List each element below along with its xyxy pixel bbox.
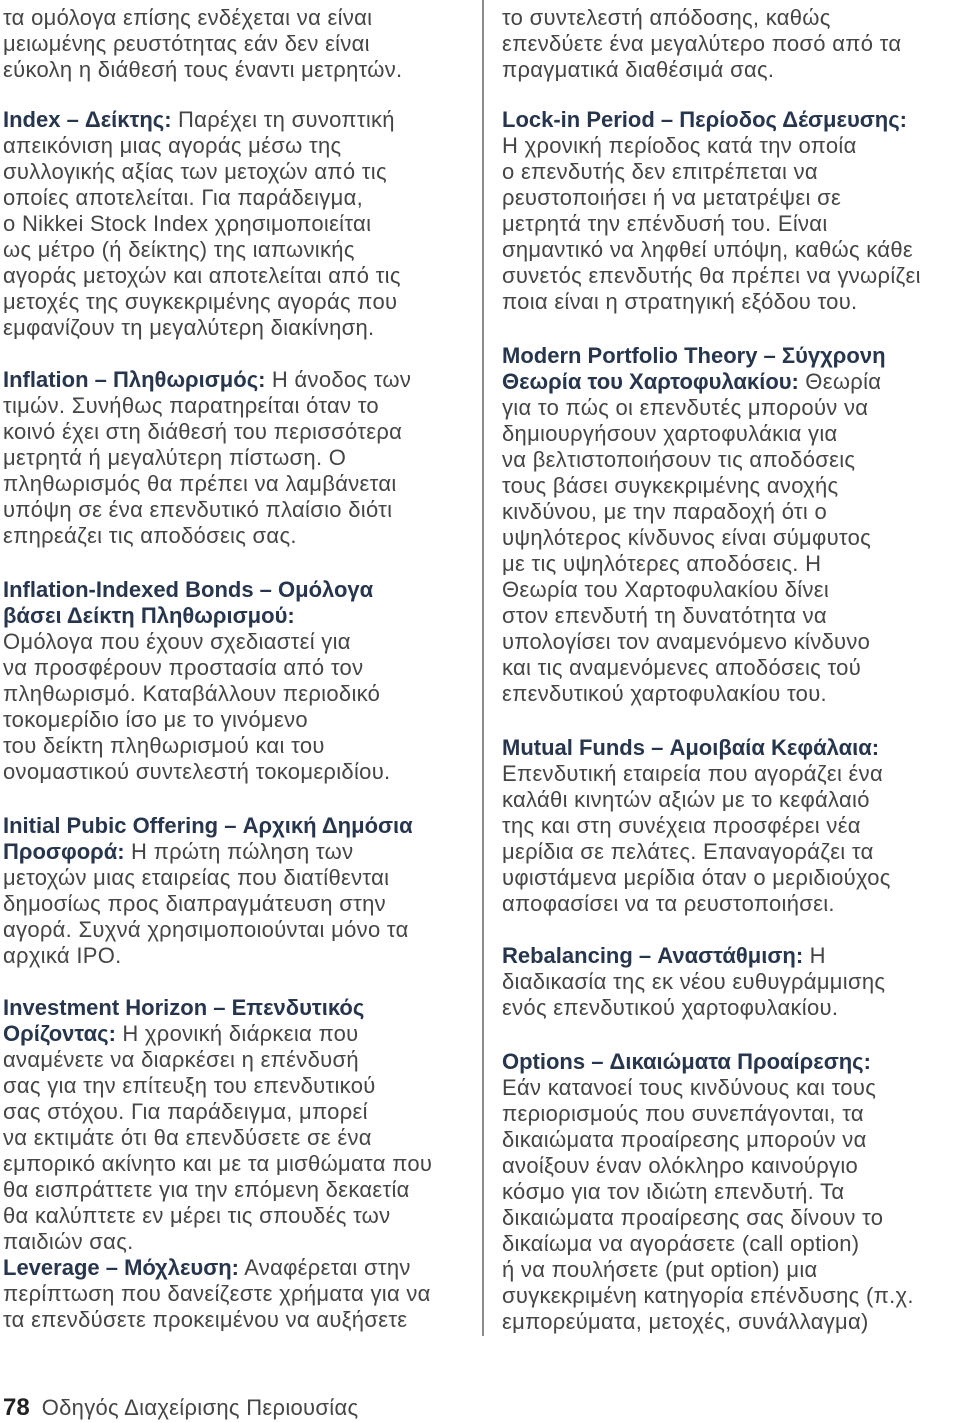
text-line — [502, 369, 954, 395]
text-line — [3, 813, 475, 839]
page-number: 78 — [3, 1394, 30, 1421]
entry-options — [502, 1049, 954, 1335]
text-line: ή να πουλήσετε (put option) μια — [502, 1257, 818, 1282]
text-line: υπόψη σε ένα επενδυτικό πλαίσιο διότι — [3, 497, 393, 522]
definition-text: Θεωρία — [798, 369, 882, 394]
entry-continuation — [3, 5, 475, 83]
text-line: επενδυτικού χαρτοφυλακίου του. — [502, 681, 827, 706]
text-line: μειωμένης ρευστότητας εάν δεν είναι — [3, 31, 370, 56]
text-line: στον επενδυτή τη δυνατότητα να — [502, 603, 827, 628]
definition-text: Η χρονική διάρκεια που — [115, 1021, 359, 1046]
text-line: μετοχών μιας εταιρείας που διατίθενται — [3, 865, 390, 890]
text-line: θα καλύπτετε εν μέρει τις σπουδές των — [3, 1203, 391, 1228]
text-line — [3, 839, 475, 865]
term-heading: Leverage – Μόχλευση: — [3, 1255, 240, 1280]
text-line: παιδιών σας. — [3, 1229, 134, 1254]
text-line: δικαιώματα προαίρεσης σας δίνουν το — [502, 1205, 884, 1230]
publication-title: Οδηγός Διαχείρισης Περιουσίας — [41, 1395, 359, 1420]
text-line — [502, 735, 954, 761]
entry-rebalancing — [502, 943, 954, 1021]
text-line: κόσμο για τον ιδιώτη επενδυτή. Τα — [502, 1179, 845, 1204]
term-heading: Προσφορά: — [3, 839, 125, 864]
text-line: υψηλότερος κίνδυνος είναι σύμφυτος — [502, 525, 872, 550]
text-line: μερίδια σε πελάτες. Επαναγοράζει τα — [502, 839, 874, 864]
left-column — [3, 5, 475, 1333]
text-line — [502, 107, 954, 133]
text-line: σημαντικό να ληφθεί υπόψη, καθώς κάθε — [502, 237, 913, 262]
text-line: μετοχές της συγκεκριμένης αγοράς που — [3, 289, 398, 314]
text-line — [502, 1049, 954, 1075]
text-line: Εάν κατανοεί τους κινδύνους και τους — [502, 1075, 877, 1100]
text-line — [502, 343, 954, 369]
text-line: εμπορεύματα, μετοχές, συνάλλαγμα) — [502, 1309, 869, 1334]
text-line: να βελτιστοποιήσουν τις αποδόσεις — [502, 447, 856, 472]
definition-text: Παρέχει τη συνοπτική — [171, 107, 395, 132]
entry-inflation — [3, 367, 475, 549]
text-line: οποίες αποτελείται. Για παράδειγμα, — [3, 185, 364, 210]
entry-mutual-funds — [502, 735, 954, 917]
text-line: του δείκτη πληθωρισμού και του — [3, 733, 325, 758]
text-line: πραγματικά διαθέσιμά σας. — [502, 57, 775, 82]
column-divider — [482, 0, 484, 1336]
definition-text: Η άνοδος των — [265, 367, 412, 392]
text-line: πληθωρισμό. Καταβάλλουν περιοδικό — [3, 681, 381, 706]
text-line: αποφασίσει να τα ρευστοποιήσει. — [502, 891, 835, 916]
term-heading: Θεωρία του Χαρτοφυλακίου: — [502, 369, 799, 394]
text-line: αγορά. Συχνά χρησιμοποιούνται μόνο τα — [3, 917, 409, 942]
text-line: εύκολη η διάθεσή τους έναντι μετρητών. — [3, 57, 403, 82]
text-line: δημοσίως προς διαπραγμάτευση στην — [3, 891, 386, 916]
text-line: εμπορικό ακίνητο και με τα μισθώματα που — [3, 1151, 433, 1176]
text-line: τα ομόλογα επίσης ενδέχεται να είναι — [3, 5, 373, 30]
text-line: κινδύνου, με την παραδοχή ότι ο — [502, 499, 828, 524]
text-line: ενός επενδυτικού χαρτοφυλακίου. — [502, 995, 839, 1020]
text-line — [3, 603, 475, 629]
term-heading: Rebalancing – Αναστάθμιση: — [502, 943, 804, 968]
text-line: επενδύετε ένα μεγαλύτερο ποσό από τα — [502, 31, 902, 56]
text-line: ανοίξουν έναν ολόκληρο καινούργιο — [502, 1153, 859, 1178]
term-heading: Initial Pubic Offering – Αρχική Δημόσια — [3, 813, 413, 838]
text-line: τα επενδύσετε προκειμένου να αυξήσετε — [3, 1307, 408, 1332]
text-line: συνετός επενδυτής θα πρέπει να γνωρίζει — [502, 263, 921, 288]
term-heading: Inflation – Πληθωρισμός: — [3, 367, 266, 392]
text-line: επηρεάζει τις αποδόσεις σας. — [3, 523, 297, 548]
text-line: για το πώς οι επενδυτές μπορούν να — [502, 395, 869, 420]
text-line: τιμών. Συνήθως παρατηρείται όταν το — [3, 393, 379, 418]
right-column — [502, 5, 954, 1335]
text-line — [3, 107, 475, 133]
text-line — [3, 1255, 475, 1281]
text-line: τοκομερίδιο ίσο με το γινόμενο — [3, 707, 308, 732]
entry-continuation-leverage — [502, 5, 954, 83]
text-line: σας στόχου. Για παράδειγμα, μπορεί — [3, 1099, 368, 1124]
term-heading: Index – Δείκτης: — [3, 107, 172, 132]
text-line: συλλογικής αξίας των μετοχών από τις — [3, 159, 387, 184]
term-heading: Mutual Funds – Αμοιβαία Κεφάλαια: — [502, 735, 880, 760]
text-line: διαδικασία της εκ νέου ευθυγράμμισης — [502, 969, 886, 994]
text-line: αναμένετε να διαρκέσει η επένδυσή — [3, 1047, 359, 1072]
text-line: ρευστοποιήσει ή να μετατρέψει σε — [502, 185, 842, 210]
text-line: ο επενδυτής δεν επιτρέπεται να — [502, 159, 818, 184]
entry-index — [3, 107, 475, 341]
text-line: Η χρονική περίοδος κατά την οποία — [502, 133, 857, 158]
text-line: ονομαστικού συντελεστή τοκομεριδίου. — [3, 759, 391, 784]
text-line: καλάθι κινητών αξιών με το κεφάλαιό — [502, 787, 870, 812]
text-line: δημιουργήσουν χαρτοφυλάκια για — [502, 421, 838, 446]
page-footer — [3, 1394, 358, 1422]
entry-leverage — [3, 1255, 475, 1333]
text-line: δικαιώματα προαίρεσης μπορούν να — [502, 1127, 867, 1152]
term-heading: Options – Δικαιώματα Προαίρεσης: — [502, 1049, 871, 1074]
text-line: της και στη συνέχεια προσφέρει νέα — [502, 813, 861, 838]
text-line: να εκτιμάτε ότι θα επενδύσετε σε ένα — [3, 1125, 372, 1150]
text-line: περίπτωση που δανείζεστε χρήματα για να — [3, 1281, 431, 1306]
entry-inflation-indexed-bonds — [3, 577, 475, 785]
text-line: ως μέτρο (ή δείκτης) της ιαπωνικής — [3, 237, 355, 262]
definition-text: Η πρώτη πώληση των — [124, 839, 354, 864]
text-line: υφιστάμενα μερίδια όταν ο μεριδιούχος — [502, 865, 891, 890]
text-line: υπολογίσει τον αναμενόμενο κίνδυνο — [502, 629, 871, 654]
text-line — [3, 367, 475, 393]
text-line: Ομόλογα που έχουν σχεδιαστεί για — [3, 629, 351, 654]
text-line: θα εισπράττετε για την επόμενη δεκαετία — [3, 1177, 410, 1202]
text-line: μετρητά την επένδυσή του. Είναι — [502, 211, 828, 236]
text-line: πληθωρισμός θα πρέπει να λαμβάνεται — [3, 471, 397, 496]
text-line: τους βάσει συγκεκριμένης ανοχής — [502, 473, 839, 498]
text-line: αρχικά IPO. — [3, 943, 122, 968]
term-heading: Investment Horizon – Επενδυτικός — [3, 995, 365, 1020]
text-line: το συντελεστή απόδοσης, καθώς — [502, 5, 831, 30]
definition-text: Αναφέρεται στην — [239, 1255, 411, 1280]
term-heading: Lock-in Period – Περίοδος Δέσμευσης: — [502, 107, 908, 132]
entry-investment-horizon — [3, 995, 475, 1255]
text-line — [3, 577, 475, 603]
text-line: ποια είναι η στρατηγική εξόδου του. — [502, 289, 858, 314]
text-line — [502, 943, 954, 969]
text-line: ο Nikkei Stock Index χρησιμοποιείται — [3, 211, 372, 236]
text-line: με τις υψηλότερες αποδόσεις. Η — [502, 551, 822, 576]
text-line: απεικόνιση μιας αγοράς μέσω της — [3, 133, 342, 158]
text-line: δικαίωμα να αγοράσετε (call option) — [502, 1231, 860, 1256]
text-line: Επενδυτική εταιρεία που αγοράζει ένα — [502, 761, 883, 786]
text-line: εμφανίζουν τη μεγαλύτερη διακίνηση. — [3, 315, 375, 340]
definition-text: Η — [803, 943, 826, 968]
text-line: μετρητά ή μεγαλύτερη πίστωση. Ο — [3, 445, 347, 470]
text-line: περιορισμούς που συνεπάγονται, τα — [502, 1101, 864, 1126]
term-heading: Inflation-Indexed Bonds – Ομόλογα — [3, 577, 374, 602]
text-line: κοινό έχει στη διάθεσή του περισσότερα — [3, 419, 403, 444]
text-line: Θεωρία του Χαρτοφυλακίου δίνει — [502, 577, 830, 602]
entry-initial-public-offering — [3, 813, 475, 969]
text-line — [3, 995, 475, 1021]
text-line: και τις αναμενόμενες αποδόσεις τού — [502, 655, 862, 680]
entry-modern-portfolio-theory — [502, 343, 954, 707]
term-heading: Modern Portfolio Theory – Σύγχρονη — [502, 343, 886, 368]
text-line: να προσφέρουν προστασία από τον — [3, 655, 364, 680]
term-heading: βάσει Δείκτη Πληθωρισμού: — [3, 603, 295, 628]
text-line: συγκεκριμένη κατηγορία επένδυσης (π.χ. — [502, 1283, 914, 1308]
text-line: σας για την επίτευξη του επενδυτικού — [3, 1073, 376, 1098]
entry-lock-in-period — [502, 107, 954, 315]
text-line: αγοράς μετοχών και αποτελείται από τις — [3, 263, 401, 288]
text-line — [3, 1021, 475, 1047]
term-heading: Ορίζοντας: — [3, 1021, 116, 1046]
